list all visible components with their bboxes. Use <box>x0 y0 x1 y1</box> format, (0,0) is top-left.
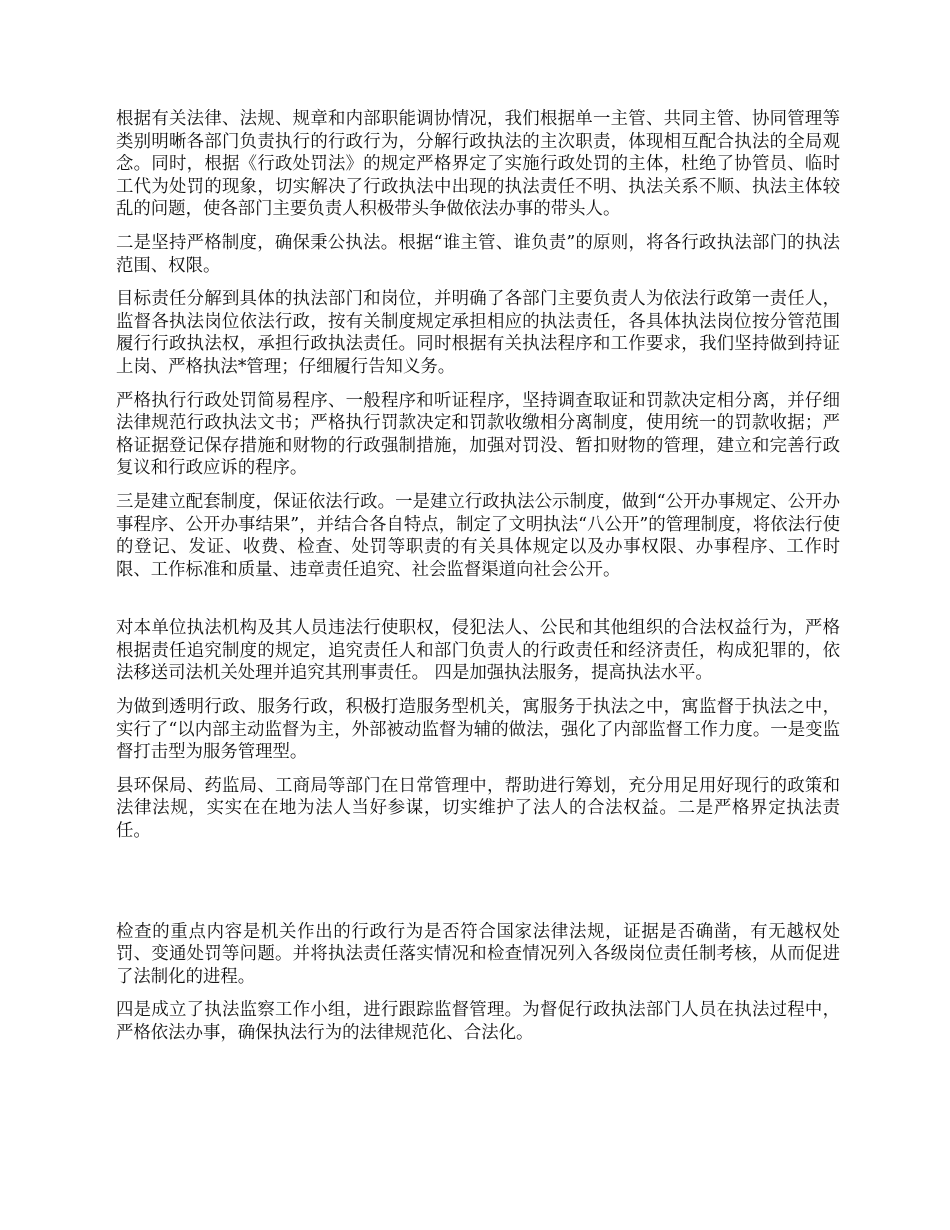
document-body <box>116 108 840 1056</box>
paragraph-1: 根据有关法律、法规、规章和内部职能调协情况，我们根据单一主管、共同主管、协同管理等类别明晰各部门负责执行的行政行为，分解行政执法的主次职责，体现相互配合执法的全局观念。同时，根据《行政处罚法》的规定严格界定了实施行政处罚的主体，杜绝了协管员、临时工代为处罚的现象，切实解决了行政执法中出现的执法责任不明、执法关系不顺、执法主体较乱的问题，使各部门主要负责人积极带头争做依法办事的带头人。 <box>116 109 840 220</box>
paragraph-10: 四是成立了执法监察工作小组，进行跟踪监督管理。为督促行政执法部门人员在执法过程中，严格依法办事，确保执法行为的法律规范化、合法化。 <box>116 1000 840 1043</box>
paragraph-7: 为做到透明行政、服务行政，积极打造服务型机关，寓服务于执法之中，寓监督于执法之中，实行了“以内部主动监督为主，外部被动监督为辅的做法，强化了内部监督工作力度。一是变监督打击型为服务管理型。 <box>116 697 840 763</box>
paragraph-6: 对本单位执法机构及其人员违法行使职权，侵犯法人、公民和其他组织的合法权益行为，严格根据责任追究制度的规定，追究责任人和部门负责人的行政责任和经济责任，构成犯罪的，依法移送司法机关处理并追究其刑事责任。 四是加强执法服务，提高执法水平。 <box>116 618 840 684</box>
paragraph-5: 三是建立配套制度，保证依法行政。一是建立行政执法公示制度，做到“公开办事规定、公开办事程序、公开办事结果”，并结合各自特点，制定了文明执法“八公开”的管理制度，将依法行使的登记、发证、收费、检查、处罚等职责的有关具体规定以及办事权限、办事程序、工作时限、工作标准和质量、违章责任追究、社会监督渠道向社会公开。 <box>116 491 840 580</box>
paragraph-3: 目标责任分解到具体的执法部门和岗位，并明确了各部门主要负责人为依法行政第一责任人，监督各执法岗位依法行政，按有关制度规定承担相应的执法责任，各具体执法岗位按分管范围履行行政执法权，承担行政执法责任。同时根据有关执法程序和工作要求，我们坚持做到持证上岗、严格执法*管理；仔细履行告知义务。 <box>116 289 840 377</box>
paragraph-4: 严格执行行政处罚简易程序、一般程序和听证程序，坚持调查取证和罚款决定相分离，并仔细法律规范行政执法文书；严格执行罚款决定和罚款收缴相分离制度，使用统一的罚款收据；严格证据登记保存措施和财物的行政强制措施，加强对罚没、暂扣财物的管理，建立和完善行政复议和行政应诉的程序。 <box>116 390 840 479</box>
paragraph-2: 二是坚持严格制度，确保秉公执法。根据“谁主管、谁负责”的原则，将各行政执法部门的执法范围、权限。 <box>116 232 840 276</box>
paragraph-9: 检查的重点内容是机关作出的行政行为是否符合国家法律法规，证据是否确凿，有无越权处罚、变通处罚等问题。并将执法责任落实情况和检查情况列入各级岗位责任制考核，从而促进了法制化的进程。 <box>116 921 840 987</box>
paragraph-8: 县环保局、药监局、工商局等部门在日常管理中，帮助进行筹划，充分用足用好现行的政策和法律法规，实实在在地为法人当好参谋，切实维护了法人的合法权益。二是严格界定执法责任。 <box>116 775 840 842</box>
